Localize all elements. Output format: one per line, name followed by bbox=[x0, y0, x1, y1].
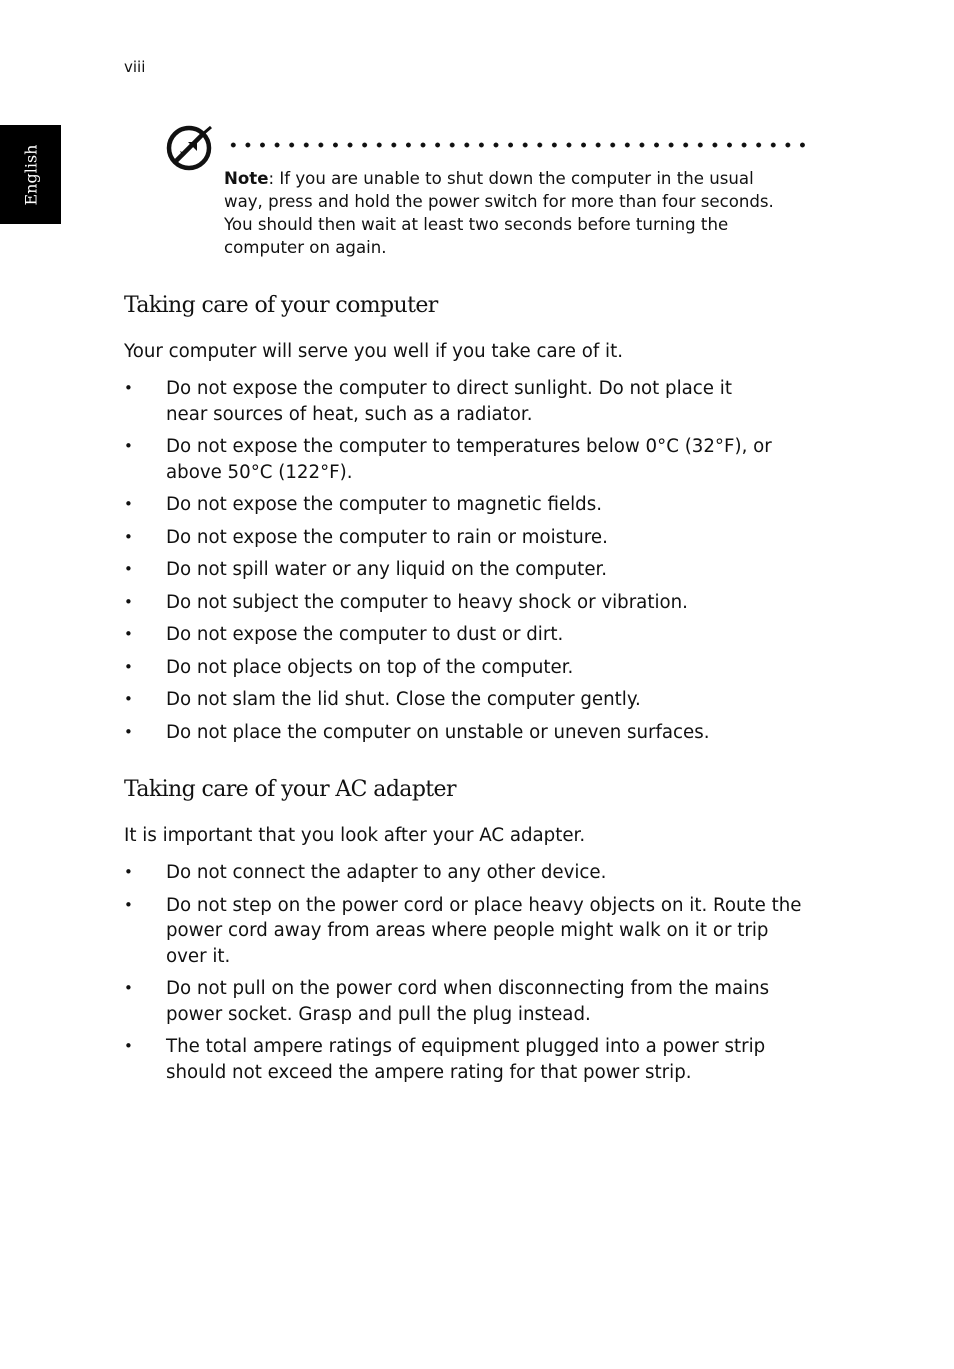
note-dotted-divider bbox=[226, 142, 810, 148]
list-item: • Do not expose the computer to magnetic fields. bbox=[124, 492, 814, 518]
list-item: • Do not slam the lid shut. Close the computer gently. bbox=[124, 687, 814, 713]
list-item: • Do not subject the computer to heavy shock or vibration. bbox=[124, 590, 814, 616]
list-item: • Do not spill water or any liquid on the computer. bbox=[124, 557, 814, 583]
list-item: • Do not place the computer on unstable or uneven surfaces. bbox=[124, 720, 814, 746]
note-line: way, press and hold the power switch for more than four seconds. bbox=[224, 192, 774, 211]
side-tab-label: English bbox=[21, 144, 40, 205]
list-item: • Do not place objects on top of the computer. bbox=[124, 655, 814, 681]
note-line: : If you are unable to shut down the computer in the usual bbox=[268, 169, 754, 188]
section-heading-adapter-care: Taking care of your AC adapter bbox=[124, 777, 456, 802]
list-item: • The total ampere ratings of equipment plugged into a power strip should not exceed the ampere rating for that power strip. bbox=[124, 1034, 814, 1085]
language-side-tab bbox=[0, 125, 61, 224]
list-item: • Do not expose the computer to rain or moisture. bbox=[124, 525, 814, 551]
note-label: Note bbox=[224, 169, 269, 188]
note-line: computer on again. bbox=[224, 238, 387, 257]
list-item: • Do not expose the computer to dust or dirt. bbox=[124, 622, 814, 648]
section-intro-adapter-care: It is important that you look after your AC adapter. bbox=[124, 825, 586, 846]
note-box bbox=[224, 167, 814, 259]
no-entry-icon bbox=[166, 124, 214, 172]
page-number: viii bbox=[124, 58, 146, 76]
note-line: You should then wait at least two seconds before turning the bbox=[224, 215, 729, 234]
list-item: • Do not expose the computer to temperatures below 0°C (32°F), or above 50°C (122°F). bbox=[124, 434, 814, 485]
section-heading-computer-care: Taking care of your computer bbox=[124, 293, 438, 318]
list-item: • Do not step on the power cord or place heavy objects on it. Route the power cord away from areas where people might walk on it or trip over it. bbox=[124, 893, 814, 970]
list-item: • Do not pull on the power cord when disconnecting from the mains power socket. Grasp and pull the plug instead. bbox=[124, 976, 814, 1027]
list-item: • Do not expose the computer to direct sunlight. Do not place it near sources of heat, such as a radiator. bbox=[124, 376, 814, 427]
list-item: • Do not connect the adapter to any other device. bbox=[124, 860, 814, 886]
computer-care-bullet-list bbox=[124, 376, 814, 752]
section-intro-computer-care: Your computer will serve you well if you take care of it. bbox=[124, 341, 623, 362]
adapter-care-bullet-list bbox=[124, 860, 814, 1092]
